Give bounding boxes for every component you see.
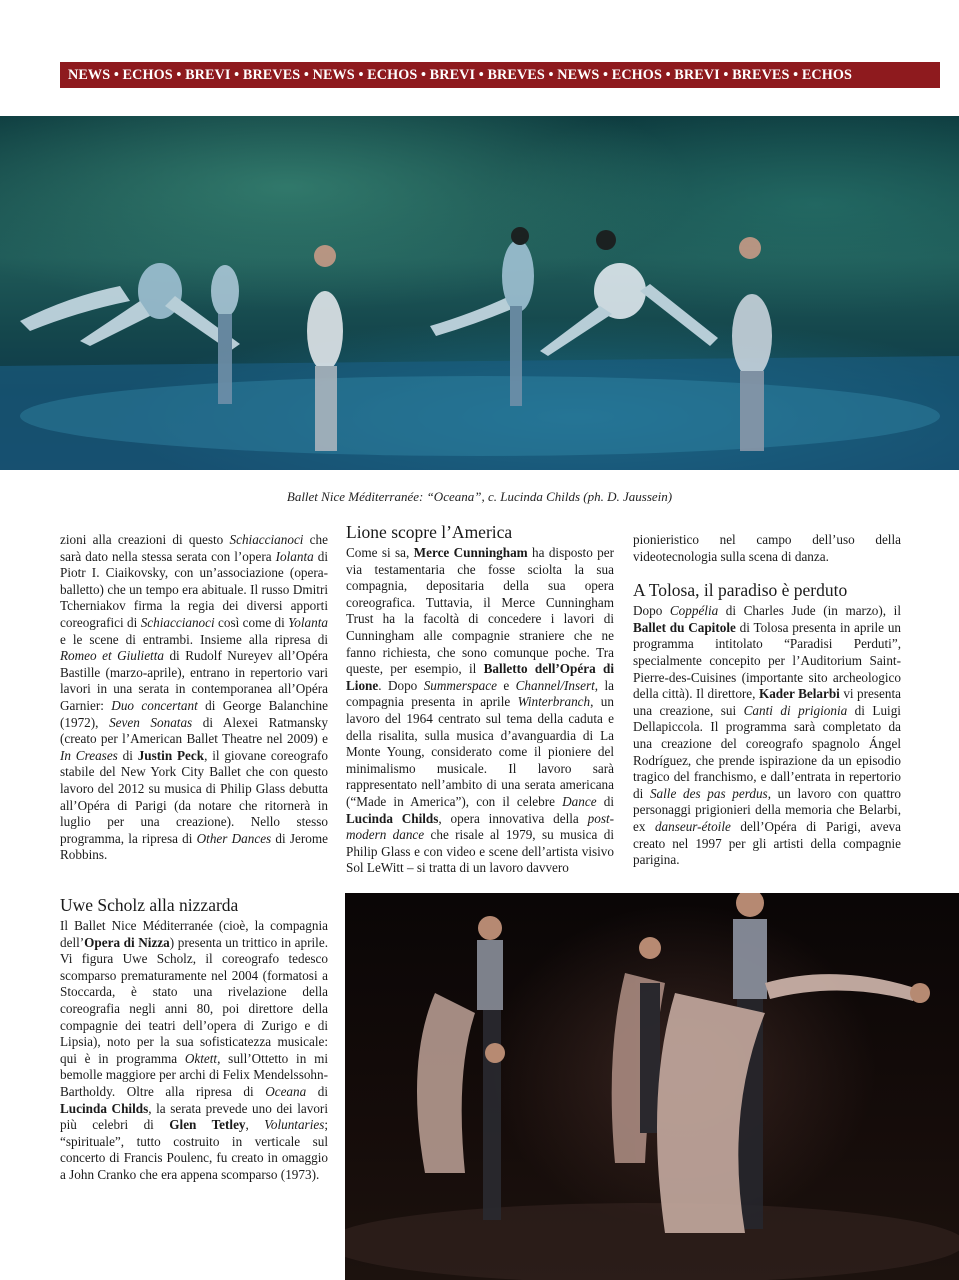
text-run: di George Balanchine (1972), — [60, 697, 328, 730]
italic-title: In Creases — [60, 747, 118, 763]
text-run: ) presenta un trittico in aprile. Vi figura Uwe Scholz, il coreografo tedesco scomparso prematuramente nel 2004 (formatosi a Stoccarda, è stato una rivelazione della coreografia negli anni 80, poi direttore della compagnie dei teatri dell’opera di Zurigo e di Lipsia), noto per la sua sofisticatezza musicale: qui è in programma — [60, 934, 328, 1066]
photo-caption: Ballet Nice Méditerranée: “Oceana”, c. Lucinda Childs (ph. D. Jaussein) — [286, 489, 673, 504]
text-run: vi presenta una creazione, sui — [633, 686, 901, 718]
italic-title: Other Dances — [196, 830, 272, 846]
bold-name: Glen Tetley — [169, 1117, 246, 1133]
bold-name: Balletto dell’Opéra di Lione — [346, 661, 615, 693]
col4-paragraph — [60, 918, 328, 1184]
dancers-illustration-top — [0, 116, 959, 470]
text-run: di Tolosa presenta in aprile un programma intitolato “Paradisi Perduti”, specialmente concepito per l’Auditorium Saint-Pierre-des-Cuisines (importante sito archeologico della città). Il direttore, — [633, 619, 902, 702]
dancers-illustration-bottom — [345, 893, 959, 1280]
bold-name: Ballet du Capitole — [633, 619, 736, 635]
bold-name: Lucinda Childs — [346, 810, 439, 826]
italic-title: Coppélia — [669, 603, 719, 619]
column-3 — [633, 532, 901, 869]
italic-title: Yolanta — [288, 614, 328, 630]
italic-title: Seven Sonatas — [109, 714, 193, 730]
text-run: pionieristico nel campo dell’uso della videotecnologia sulla scena di danza. — [633, 532, 901, 564]
bold-name: Lucinda Childs — [60, 1100, 149, 1116]
text-run: e le scene di entrambi. Insieme alla ripresa di — [60, 631, 328, 647]
italic-title: Iolanta — [275, 548, 314, 564]
photo-voluntaries-ballet — [345, 893, 959, 1280]
text-run: di Charles Jude (in marzo), il — [718, 603, 901, 619]
text-run: , un lavoro con quattro personaggi prigionieri della memoria che Belarbi, ex — [633, 785, 901, 834]
text-run: ; “spirituale”, tutto costruito in verticale sul concerto di Francis Poulenc, fu creato in omaggio a John Cranko che era appena scomparso (1973). — [60, 1117, 329, 1182]
bold-name: Kader Belarbi — [758, 686, 840, 702]
text-run: così come di — [214, 614, 289, 630]
italic-title: Duo concertant — [111, 697, 198, 713]
col3-paragraph-continued — [633, 532, 901, 565]
col3-paragraph — [633, 603, 901, 869]
italic-title: Schiaccianoci — [229, 532, 304, 547]
text-run: . Dopo — [378, 677, 424, 693]
text-run: Dopo — [633, 603, 670, 619]
bold-name: Opera di Nizza — [84, 934, 170, 950]
text-run: che risale al 1979, su musica di Philip Glass e con video e scene dell’artista visivo Sol LeWitt – si tratta di un lavoro davvero — [346, 827, 614, 876]
text-run: di Luigi Dellapiccola. Il programma sarà completato da una creazione del coreografo spagnolo Ángel Rodríguez, che prende ispirazione da un episodio tragico del franchismo, e dall’entrata in repertorio di — [633, 702, 901, 801]
italic-title: Canti di prigionia — [743, 702, 848, 718]
italic-title: Channel/Insert — [515, 677, 595, 693]
article-title-tolosa: A Tolosa, il paradiso è perduto — [633, 580, 848, 601]
italic-title: Voluntaries — [264, 1117, 325, 1133]
text-run: , la serata prevede uno dei lavori più celebri di — [60, 1100, 328, 1133]
article-title-scholz: Uwe Scholz alla nizzarda — [60, 895, 239, 915]
italic-title: Winterbranch — [517, 694, 591, 710]
column-1 — [60, 532, 328, 864]
text-run: dell’Opéra di Parigi, aveva creato nel 1997 per gli artisti della compagnie parigina. — [633, 818, 901, 868]
text-run: zioni alla creazioni di questo — [60, 532, 230, 547]
text-run: , opera innovativa della — [438, 810, 588, 826]
col2-paragraph — [346, 545, 614, 877]
photo-oceana-ballet — [0, 116, 959, 470]
text-run: , — [245, 1117, 265, 1133]
italic-title: Summerspace — [423, 677, 497, 693]
text-run: di Piotr I. Ciaikovsky, con un’associazione (opera-balletto) che un tempo era abituale. Il russo Dmitri Tcherniakov firma la regia dei diversi apporti coreografici di — [60, 548, 328, 630]
banner-text: NEWS • ECHOS • BREVI • BREVES • NEWS • ECHOS • BREVI • BREVES • NEWS • ECHOS • BREVI • BREVES • ECHOS — [68, 67, 852, 83]
italic-title: danseur-étoile — [654, 818, 731, 834]
text-run: Come si sa, — [346, 545, 414, 560]
col1-paragraph — [60, 532, 328, 864]
italic-title: Oceana — [265, 1083, 307, 1099]
bold-name: Merce Cunningham — [413, 545, 528, 560]
column-2 — [346, 522, 614, 877]
italic-title: Romeo et Giulietta — [60, 648, 164, 664]
text-run: di Alexei Ratmansky (creato per l’American Ballet Theatre nel 2009) e — [60, 714, 328, 747]
article-title-lione: Lione scopre l’America — [346, 522, 513, 542]
italic-title: Schiaccianoci — [140, 614, 215, 630]
text-run: , il giovane coreografo stabile del New York City Ballet che con questo lavoro del 2012 su musica di Philip Glass debutta all’Opéra di Parigi (da notare che ritornerà in luglio per una creazione). Nello stesso programma, la ripresa di — [60, 747, 329, 846]
text-run: , la compagnia presenta in aprile — [346, 677, 614, 710]
text-run: di Jerome Robbins. — [60, 830, 328, 863]
bold-name: Justin Peck — [137, 747, 205, 763]
section-banner — [60, 62, 940, 88]
italic-title: Dance — [562, 793, 597, 809]
text-run: ha disposto per via testamentaria che fosse sciolta la sua compagnia, depositaria della sua opera coreografica. Tuttavia, il Merce Cunningham Trust ha la facoltà di concedere i lavori di Cunningham alle compagnie straniere che ne fanno richiesta, che sono comunque poche. Tra queste, per esempio, il — [346, 545, 614, 677]
text-run: , un lavoro del 1964 centrato sul tema della caduta e della risalita, sulla musica d’avanguardia di La Monte Young, considerato come il pioniere del minimalismo musicale. Il lavoro sarà rappresentato nell’ambito di una serata americana (“Made in America”), con il celebre — [346, 694, 614, 809]
text-run: di — [596, 793, 614, 809]
text-run: che sarà dato nella stessa serata con l’opera — [60, 532, 328, 564]
text-run: di Rudolf Nureyev all’Opéra Bastille (marzo-aprile), entrano in repertorio vari lavori in una serata in contemporanea all’Opéra Garnier: — [60, 648, 328, 713]
text-run: e — [496, 677, 516, 693]
italic-title: Salle des pas perdus — [649, 785, 768, 801]
text-run: di — [306, 1083, 329, 1099]
italic-title: post-modern dance — [346, 810, 614, 843]
text-run: Il Ballet Nice Méditerranée (cioè, la compagnia dell’ — [60, 918, 328, 950]
text-run: , sull’Ottetto in mi bemolle maggiore per archi di Felix Mendelssohn-Bartholdy. Oltre alla ripresa di — [60, 1050, 328, 1099]
text-run: di — [117, 747, 138, 763]
column-4 — [60, 895, 328, 1184]
italic-title: Oktett — [184, 1050, 218, 1066]
